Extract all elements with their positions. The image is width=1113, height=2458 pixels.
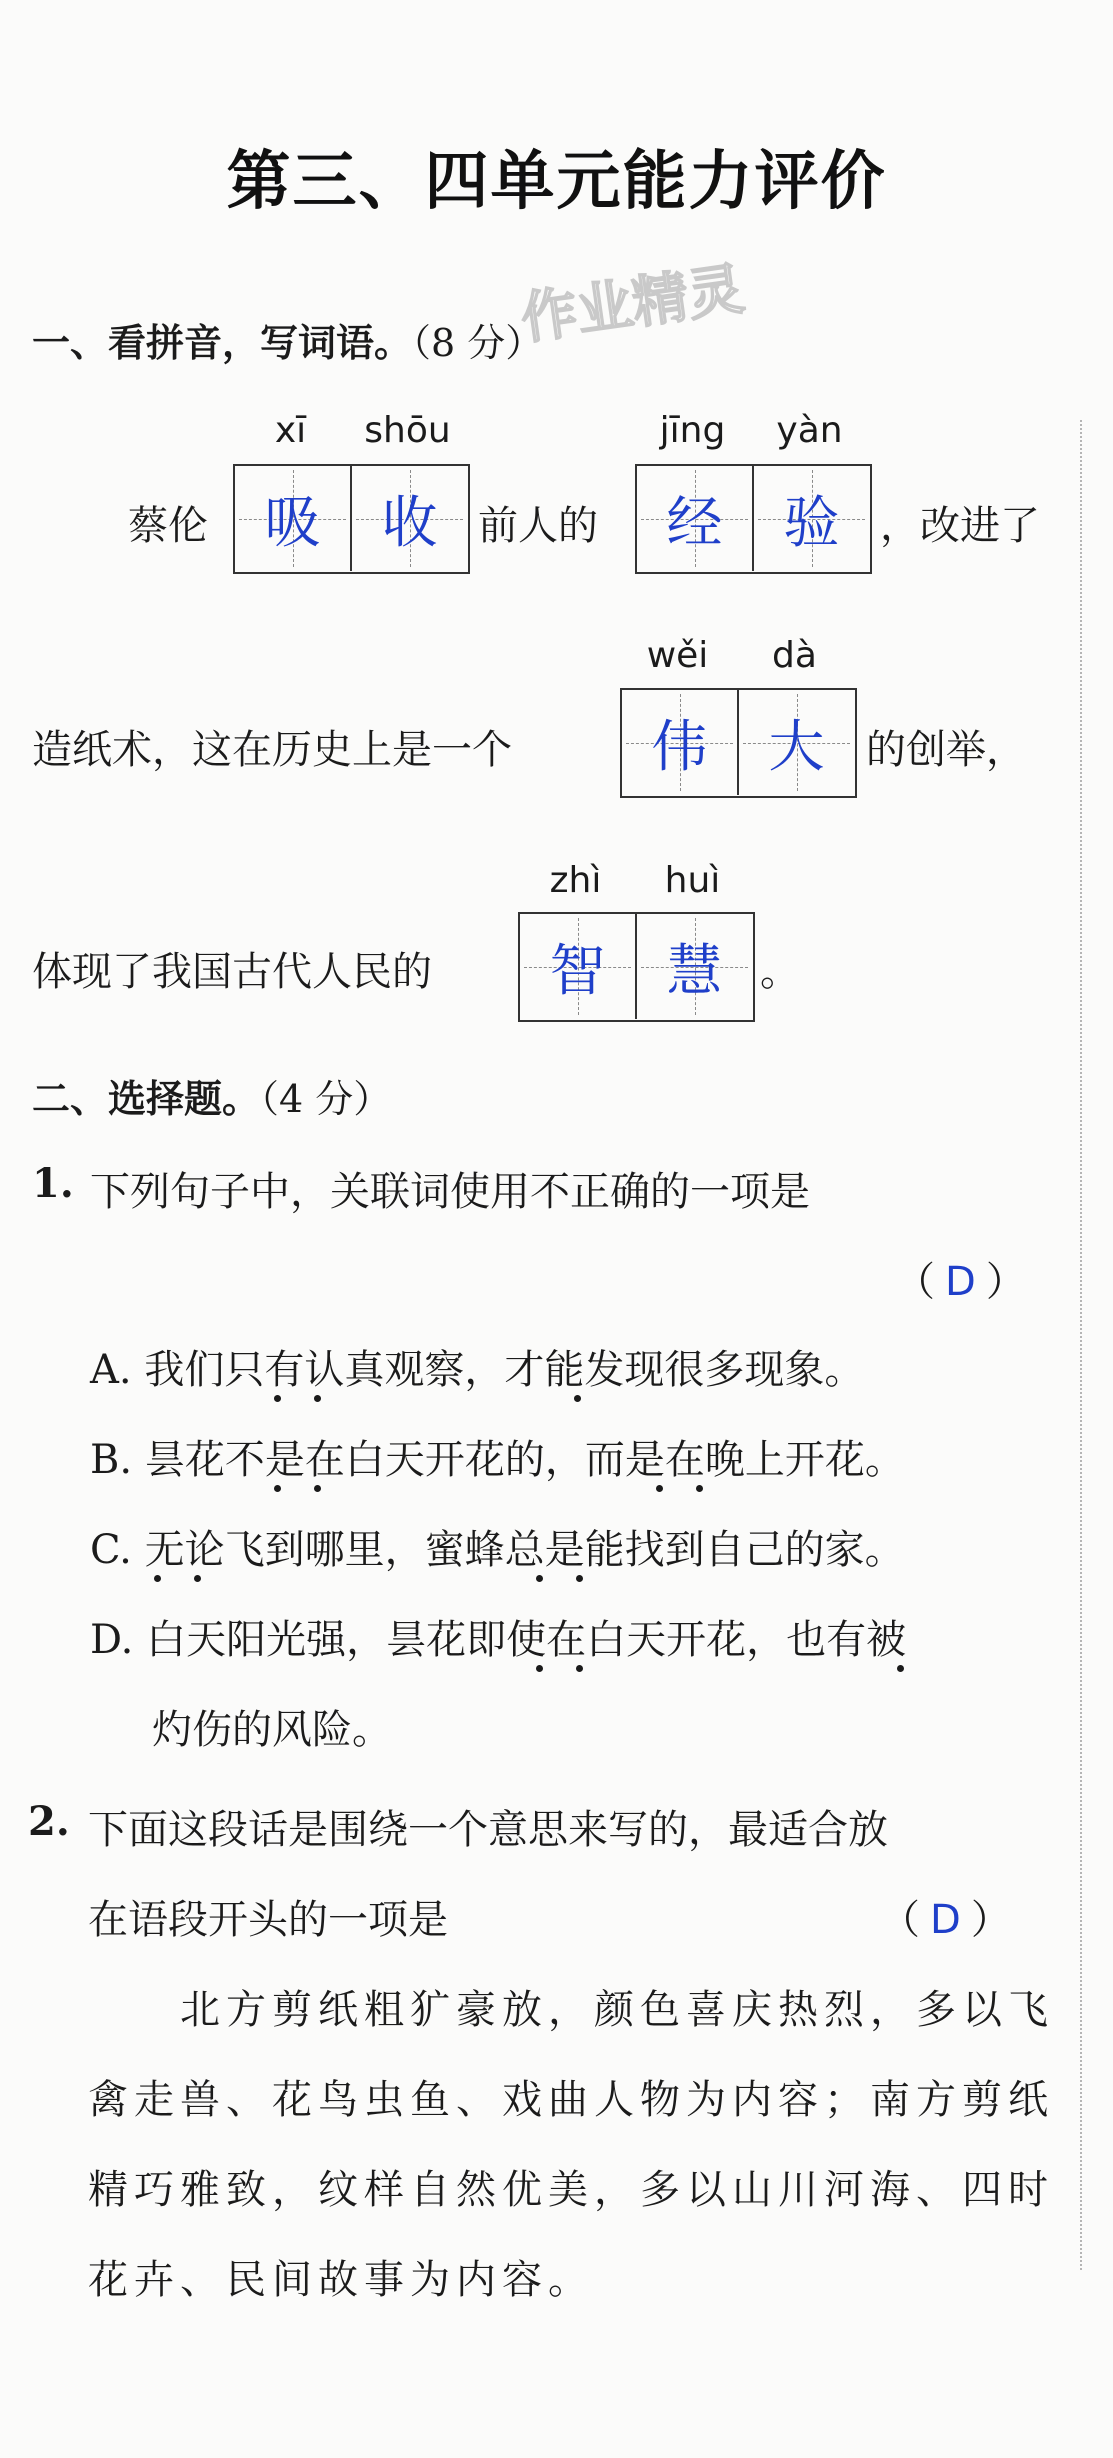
q1-stem: 下列句子中，关联词使用不正确的一项是 bbox=[90, 1169, 810, 1215]
section1-heading-text: 一、看拼音，写词语。 bbox=[32, 320, 413, 365]
q1-answer-bracket bbox=[895, 1250, 1026, 1307]
line3-prefix: 体现了我国古代人民的 bbox=[32, 949, 432, 995]
option-label: A. bbox=[90, 1347, 132, 1393]
q2-answer: D bbox=[930, 1897, 961, 1943]
answer-cell: 伟 bbox=[622, 690, 737, 795]
line1-middle: 前人的 bbox=[478, 503, 598, 549]
pinyin-3a: wěi bbox=[646, 635, 709, 676]
emphasis-dot bbox=[897, 1665, 904, 1672]
emphasis-dot bbox=[576, 1665, 583, 1672]
watermark: 作业精灵 bbox=[517, 256, 749, 353]
answer-cell: 经 bbox=[637, 466, 752, 571]
section2-points: （4 分） bbox=[260, 1077, 392, 1121]
q2-stem-line2: 在语段开头的一项是 bbox=[88, 1897, 448, 1943]
pinyin-1a: xī bbox=[274, 410, 307, 451]
emphasis-dot bbox=[536, 1575, 543, 1582]
pinyin-2b: yàn bbox=[776, 410, 843, 451]
answer-grid-2 bbox=[635, 464, 872, 574]
emphasis-dot bbox=[576, 1575, 583, 1582]
pinyin-1b: shōu bbox=[364, 410, 451, 451]
option-label: C. bbox=[90, 1527, 132, 1573]
passage-line: 禽走兽、花鸟虫鱼、戏曲人物为内容；南方剪纸 bbox=[88, 2077, 1054, 2123]
emphasis-dot bbox=[274, 1485, 281, 1492]
answer-cell: 吸 bbox=[235, 466, 350, 571]
answer-cell: 智 bbox=[520, 914, 635, 1019]
answer-cell: 收 bbox=[350, 466, 467, 571]
answer-cell: 大 bbox=[737, 690, 854, 795]
page-title: 第三、四单元能力评价 bbox=[226, 145, 887, 219]
answer-cell: 验 bbox=[752, 466, 869, 571]
pinyin-2a: jīng bbox=[659, 410, 726, 451]
paren-close: ） bbox=[970, 1897, 1011, 1943]
pinyin-4b: huì bbox=[664, 860, 721, 901]
option-label: B. bbox=[90, 1437, 133, 1483]
answer-grid-4 bbox=[518, 912, 755, 1022]
line1-prefix: 蔡伦 bbox=[128, 503, 208, 549]
line2-suffix: 的创举， bbox=[866, 727, 1026, 773]
option-text: 白天阳光强，昙花即使在白天开花，也有被 bbox=[146, 1617, 907, 1663]
option-text: 我们只有认真观察，才能发现很多现象。 bbox=[144, 1347, 865, 1393]
option-text: 昙花不是在白天开花的，而是在晚上开花。 bbox=[144, 1437, 905, 1483]
emphasis-dot bbox=[536, 1665, 543, 1672]
q2-answer-bracket bbox=[880, 1888, 1011, 1945]
section2-heading-text: 二、选择题。 bbox=[32, 1076, 261, 1121]
passage-line: 北方剪纸粗犷豪放，颜色喜庆热烈，多以飞 bbox=[180, 1987, 1054, 2033]
option-text: 无论飞到哪里，蜜蜂总是能找到自己的家。 bbox=[144, 1527, 905, 1573]
option-label: D. bbox=[90, 1617, 134, 1663]
q2-stem-line1: 下面这段话是围绕一个意思来写的，最适合放 bbox=[88, 1807, 888, 1853]
line2-prefix: 造纸术，这在历史上是一个 bbox=[32, 727, 512, 773]
passage-line: 花卉、民间故事为内容。 bbox=[88, 2257, 594, 2303]
emphasis-dot bbox=[274, 1395, 281, 1402]
paren-open: （ bbox=[895, 1259, 935, 1305]
line1-suffix: ，改进了 bbox=[880, 503, 1040, 549]
margin-dotted-line bbox=[1080, 420, 1082, 2270]
answer-cell: 慧 bbox=[635, 914, 752, 1019]
paren-open: （ bbox=[880, 1897, 920, 1943]
q1-option-d-continuation: 灼伤的风险。 bbox=[152, 1707, 392, 1753]
emphasis-dot bbox=[314, 1485, 321, 1492]
q1-option-a bbox=[90, 1338, 864, 1395]
passage-line: 精巧雅致，纹样自然优美，多以山川河海、四时 bbox=[88, 2167, 1054, 2213]
section2-heading bbox=[32, 1068, 391, 1123]
pinyin-4a: zhì bbox=[549, 860, 602, 901]
q1-number: 1. bbox=[32, 1160, 74, 1207]
answer-grid-3 bbox=[620, 688, 857, 798]
q2-number: 2. bbox=[28, 1798, 70, 1845]
pinyin-3b: dà bbox=[772, 635, 817, 676]
line3-suffix: 。 bbox=[760, 949, 800, 995]
emphasis-dot bbox=[154, 1575, 161, 1582]
q1-option-b bbox=[90, 1428, 905, 1485]
paren-close: ） bbox=[985, 1259, 1026, 1305]
section1-heading bbox=[32, 312, 543, 367]
q1-option-c bbox=[90, 1518, 905, 1575]
emphasis-dot bbox=[194, 1575, 201, 1582]
section1-points: （8 分） bbox=[412, 321, 544, 365]
emphasis-dot bbox=[656, 1485, 663, 1492]
emphasis-dot bbox=[696, 1485, 703, 1492]
q1-answer: D bbox=[945, 1259, 976, 1305]
q1-option-d bbox=[90, 1608, 906, 1665]
emphasis-dot bbox=[314, 1395, 321, 1402]
answer-grid-1 bbox=[233, 464, 470, 574]
emphasis-dot bbox=[574, 1395, 581, 1402]
